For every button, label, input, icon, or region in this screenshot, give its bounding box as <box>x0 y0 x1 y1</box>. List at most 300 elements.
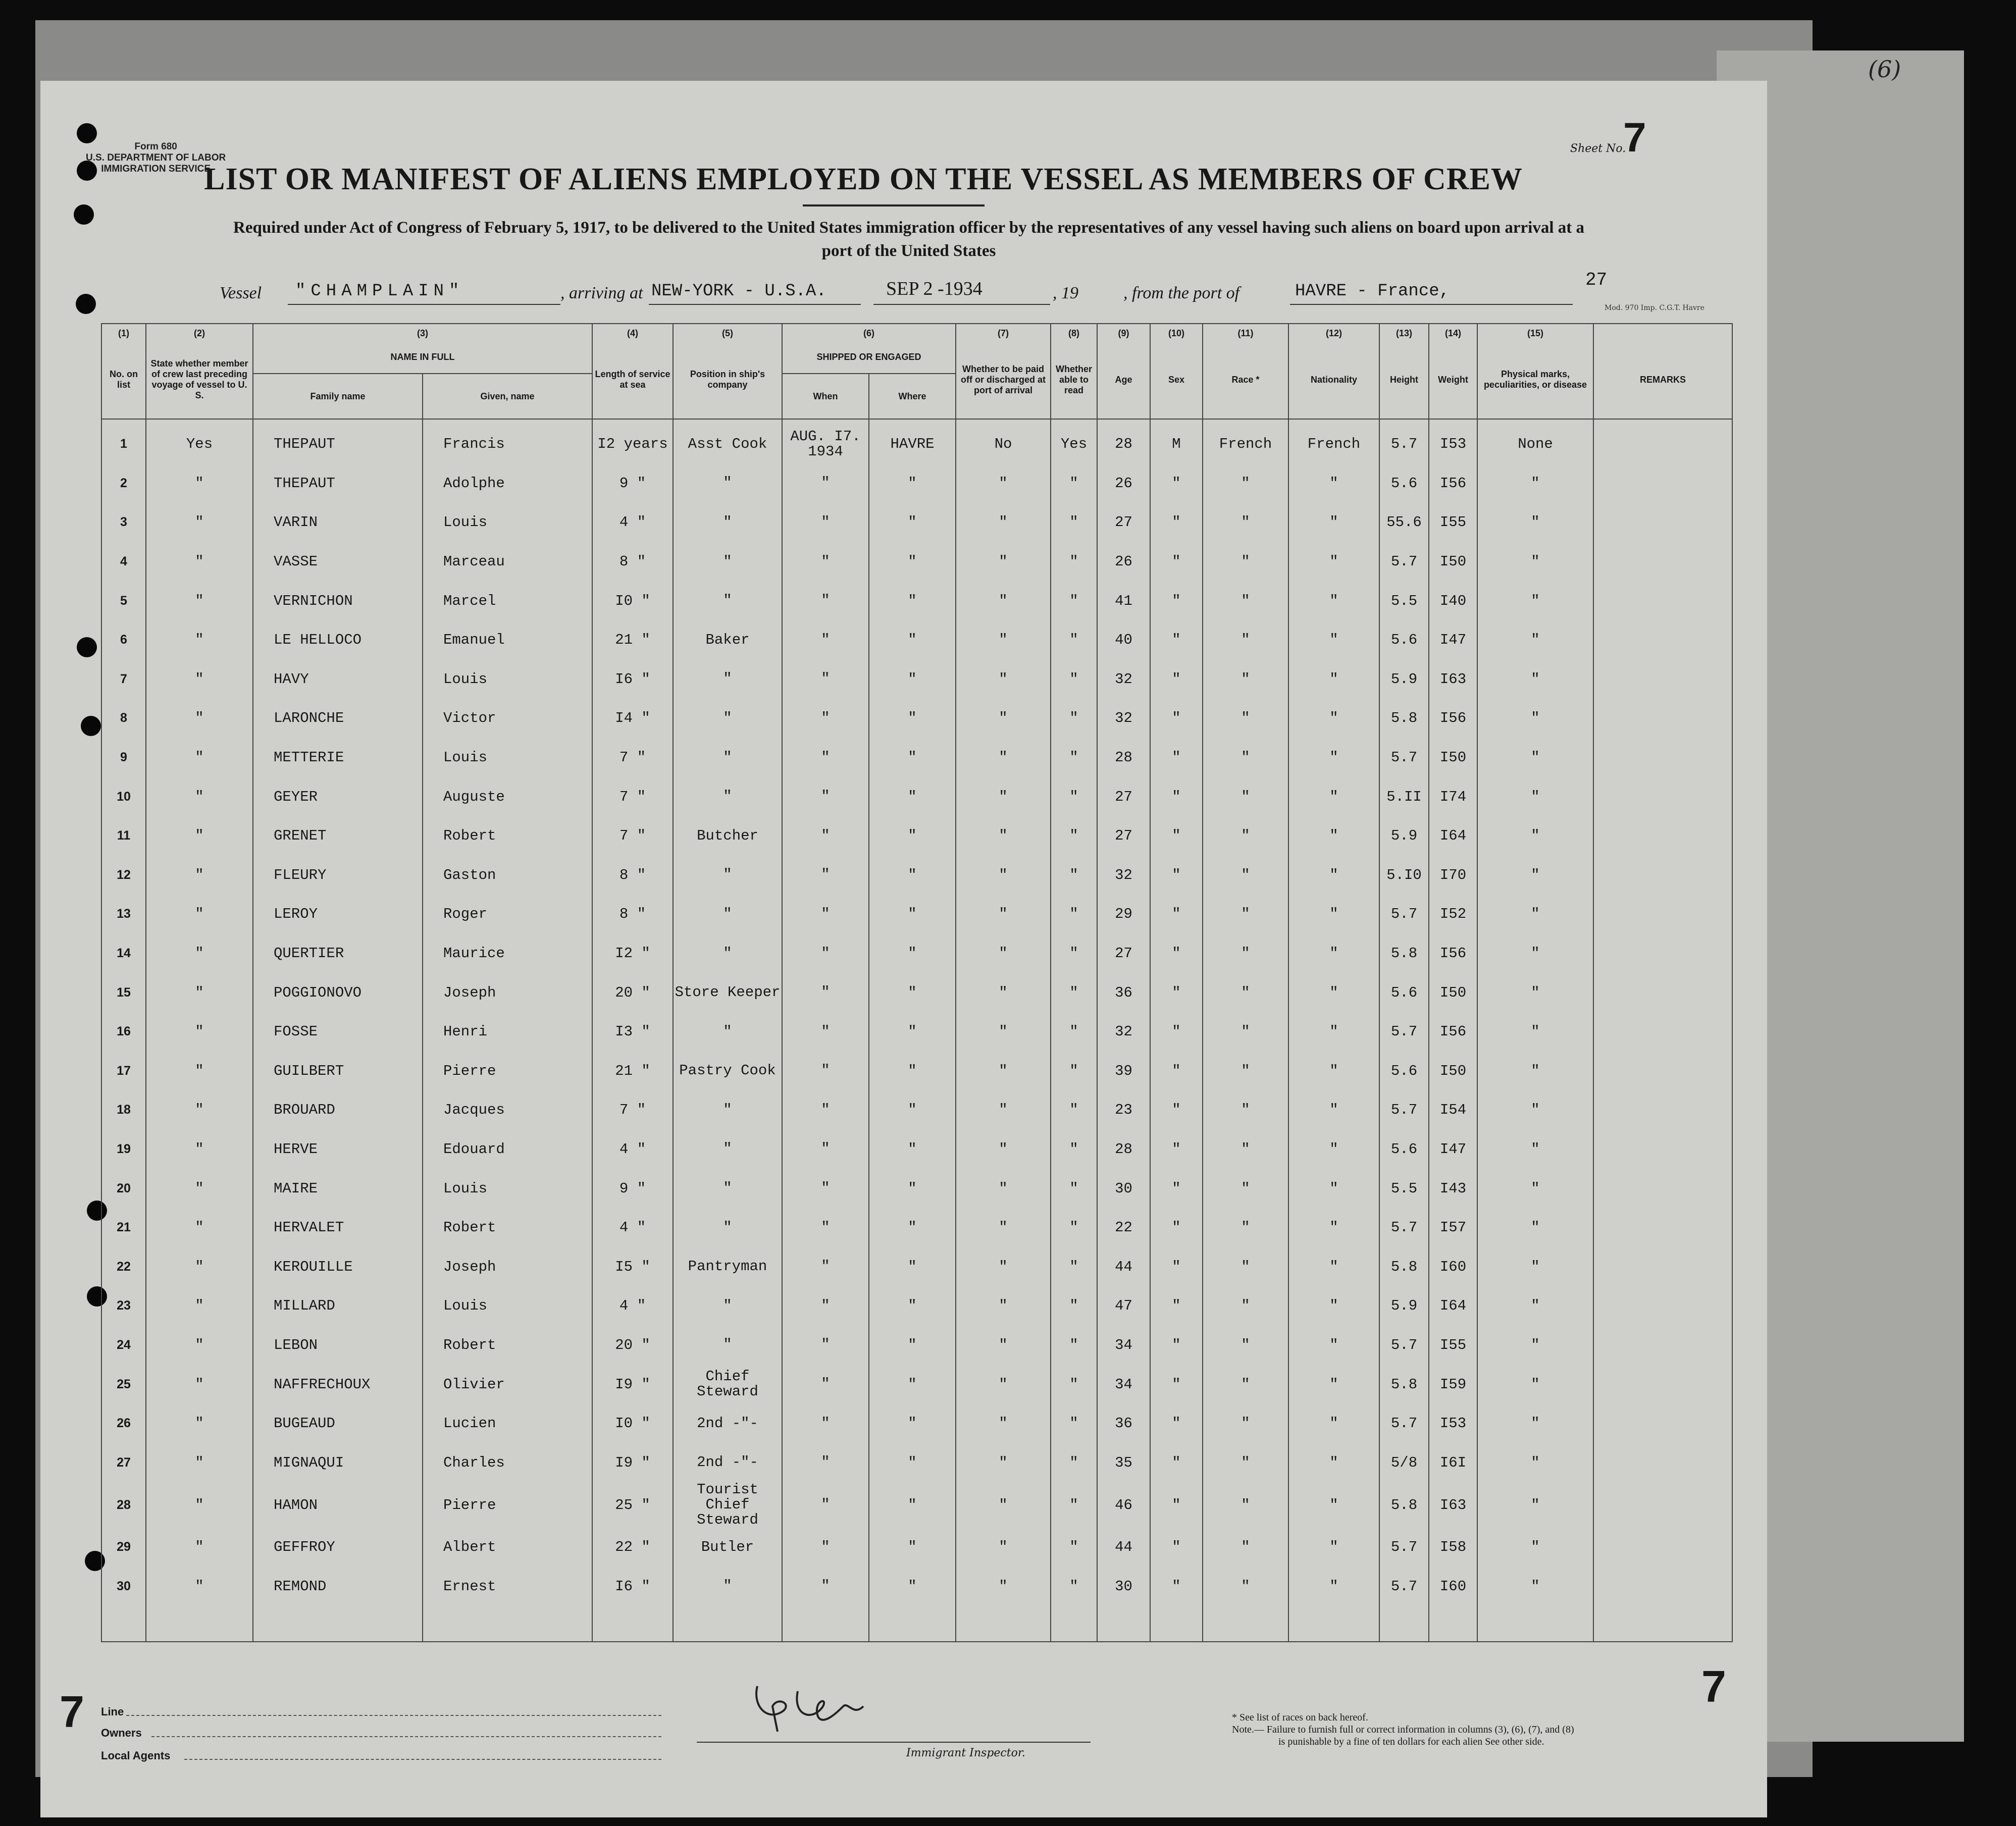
col11-number: (11) <box>1203 324 1288 341</box>
race-cell: " <box>1203 1247 1288 1286</box>
age-cell: 32 <box>1097 660 1150 699</box>
given-name-cell: Louis <box>423 1169 592 1208</box>
crew-row <box>101 1052 1732 1091</box>
remarks-cell <box>1593 1052 1732 1091</box>
physical-marks-cell: " <box>1477 542 1593 582</box>
height-cell: 55.6 <box>1379 503 1429 542</box>
shipped-where-cell: " <box>869 738 956 777</box>
shipped-when-cell: " <box>782 973 869 1012</box>
race-cell: " <box>1203 699 1288 738</box>
weight-cell: I6I <box>1429 1443 1477 1482</box>
age-cell: 23 <box>1097 1090 1150 1130</box>
shipped-when-cell: " <box>782 816 869 856</box>
physical-marks-cell: " <box>1477 1130 1593 1169</box>
paid-off-cell: " <box>956 738 1051 777</box>
weight-cell: I56 <box>1429 464 1477 503</box>
weight-cell: I43 <box>1429 1169 1477 1208</box>
given-name-cell: Edouard <box>423 1130 592 1169</box>
physical-marks-cell: " <box>1477 1286 1593 1326</box>
able-to-read-cell: " <box>1051 464 1097 503</box>
race-cell: French <box>1203 419 1288 464</box>
able-to-read-cell: " <box>1051 1482 1097 1528</box>
length-of-service-cell: 8 " <box>592 856 673 895</box>
position-cell: " <box>673 1130 782 1169</box>
paid-off-cell: " <box>956 699 1051 738</box>
sex-cell: " <box>1150 816 1203 856</box>
height-cell: 5.7 <box>1379 1208 1429 1247</box>
sex-cell: " <box>1150 1012 1203 1052</box>
able-to-read-cell: " <box>1051 620 1097 660</box>
nationality-cell: " <box>1288 581 1379 620</box>
paid-off-cell: " <box>956 464 1051 503</box>
paid-off-cell: " <box>956 1404 1051 1443</box>
binder-hole <box>77 637 97 657</box>
length-of-service-cell: I9 " <box>592 1443 673 1482</box>
list-number-cell: 28 <box>101 1482 146 1528</box>
position-cell: Chief Steward <box>673 1365 782 1404</box>
paid-off-cell: " <box>956 1365 1051 1404</box>
age-cell: 46 <box>1097 1482 1150 1528</box>
shipped-when-cell: " <box>782 1528 869 1567</box>
local-agents-label: Local Agents <box>101 1749 171 1762</box>
nationality-cell: " <box>1288 660 1379 699</box>
crew-row <box>101 973 1732 1012</box>
physical-marks-cell: " <box>1477 620 1593 660</box>
race-cell: " <box>1203 1482 1288 1528</box>
height-cell: 5.8 <box>1379 1482 1429 1528</box>
remarks-cell <box>1593 816 1732 856</box>
family-name-cell: MILLARD <box>253 1286 423 1326</box>
physical-marks-cell: " <box>1477 581 1593 620</box>
age-cell: 35 <box>1097 1443 1150 1482</box>
physical-marks-cell: " <box>1477 1052 1593 1091</box>
list-number-cell: 26 <box>101 1404 146 1443</box>
nationality-cell: " <box>1288 856 1379 895</box>
shipped-where-cell: " <box>869 1365 956 1404</box>
weight-cell: I60 <box>1429 1247 1477 1286</box>
position-cell: Butler <box>673 1528 782 1567</box>
race-cell: " <box>1203 581 1288 620</box>
col2-number: (2) <box>146 324 253 341</box>
able-to-read-cell: " <box>1051 581 1097 620</box>
family-name-cell: THEPAUT <box>253 419 423 464</box>
nationality-cell: " <box>1288 1090 1379 1130</box>
title-rule <box>803 204 985 206</box>
list-number-cell: 12 <box>101 856 146 895</box>
weight-cell: I64 <box>1429 816 1477 856</box>
position-cell: " <box>673 738 782 777</box>
date-rule <box>873 304 1050 305</box>
height-cell: 5.8 <box>1379 1365 1429 1404</box>
crew-row <box>101 419 1732 464</box>
shipped-where-cell: " <box>869 1090 956 1130</box>
family-name-cell: REMOND <box>253 1567 423 1606</box>
physical-marks-cell: " <box>1477 1365 1593 1404</box>
paid-off-cell: " <box>956 542 1051 582</box>
column-header-row <box>101 341 1732 374</box>
col9-header: Age <box>1097 341 1150 419</box>
race-cell: " <box>1203 973 1288 1012</box>
shipped-when-cell: " <box>782 1404 869 1443</box>
remarks-cell <box>1593 620 1732 660</box>
remarks-cell <box>1593 464 1732 503</box>
position-cell: Pastry Cook <box>673 1052 782 1091</box>
shipped-when-cell: " <box>782 777 869 816</box>
given-name-cell: Joseph <box>423 1247 592 1286</box>
weight-cell: I56 <box>1429 699 1477 738</box>
sex-cell: " <box>1150 1567 1203 1606</box>
weight-cell: I74 <box>1429 777 1477 816</box>
inspector-signature-line <box>697 1742 1091 1743</box>
shipped-where-cell: " <box>869 816 956 856</box>
list-number-cell: 3 <box>101 503 146 542</box>
previous-voyage-cell: " <box>146 973 253 1012</box>
nationality-cell: " <box>1288 973 1379 1012</box>
position-cell: 2nd -"- <box>673 1443 782 1482</box>
paid-off-cell: " <box>956 1208 1051 1247</box>
list-number-cell: 18 <box>101 1090 146 1130</box>
able-to-read-cell: " <box>1051 699 1097 738</box>
physical-marks-cell: " <box>1477 738 1593 777</box>
shipped-where-cell: " <box>869 895 956 934</box>
previous-voyage-cell: " <box>146 895 253 934</box>
physical-marks-cell: " <box>1477 1208 1593 1247</box>
list-number-cell: 17 <box>101 1052 146 1091</box>
previous-voyage-cell: " <box>146 1443 253 1482</box>
list-number-cell: 29 <box>101 1528 146 1567</box>
height-cell: 5.6 <box>1379 1052 1429 1091</box>
family-name-cell: FOSSE <box>253 1012 423 1052</box>
weight-cell: I54 <box>1429 1090 1477 1130</box>
height-cell: 5.9 <box>1379 1286 1429 1326</box>
family-name-cell: KEROUILLE <box>253 1247 423 1286</box>
race-cell: " <box>1203 816 1288 856</box>
physical-marks-cell: " <box>1477 1404 1593 1443</box>
col4-number: (4) <box>592 324 673 341</box>
shipped-when-cell: " <box>782 1567 869 1606</box>
paid-off-cell: " <box>956 1443 1051 1482</box>
previous-voyage-cell: " <box>146 1404 253 1443</box>
paid-off-cell: " <box>956 895 1051 934</box>
nationality-cell: " <box>1288 1528 1379 1567</box>
shipped-where-cell: " <box>869 1404 956 1443</box>
length-of-service-cell: I5 " <box>592 1247 673 1286</box>
able-to-read-cell: " <box>1051 1090 1097 1130</box>
remarks-cell <box>1593 660 1732 699</box>
race-cell: " <box>1203 738 1288 777</box>
nationality-cell: " <box>1288 1012 1379 1052</box>
owners-rule <box>151 1736 661 1737</box>
position-cell: 2nd -"- <box>673 1404 782 1443</box>
nationality-cell: " <box>1288 1482 1379 1528</box>
arriving-label: , arriving at <box>560 284 643 302</box>
remarks-cell <box>1593 1012 1732 1052</box>
age-cell: 32 <box>1097 699 1150 738</box>
position-cell: " <box>673 660 782 699</box>
physical-marks-cell: None <box>1477 419 1593 464</box>
given-name-cell: Henri <box>423 1012 592 1052</box>
family-name-cell: FLEURY <box>253 856 423 895</box>
remarks-cell <box>1593 1169 1732 1208</box>
position-cell: Tourist Chief Steward <box>673 1482 782 1528</box>
sex-cell: " <box>1150 464 1203 503</box>
weight-cell: I55 <box>1429 503 1477 542</box>
given-name-cell: Charles <box>423 1443 592 1482</box>
age-cell: 32 <box>1097 856 1150 895</box>
paid-off-cell: " <box>956 1528 1051 1567</box>
paid-off-cell: " <box>956 856 1051 895</box>
footnotes <box>1232 1711 1737 1748</box>
list-number-cell: 10 <box>101 777 146 816</box>
shipped-when-cell: " <box>782 1090 869 1130</box>
given-name-cell: Gaston <box>423 856 592 895</box>
shipped-where-cell: " <box>869 699 956 738</box>
crew-row <box>101 1365 1732 1404</box>
previous-voyage-cell: " <box>146 816 253 856</box>
weight-cell: I59 <box>1429 1365 1477 1404</box>
col6-header: SHIPPED OR ENGAGED <box>782 341 956 374</box>
remarks-cell <box>1593 973 1732 1012</box>
position-cell: Butcher <box>673 816 782 856</box>
shipped-where-cell: " <box>869 934 956 973</box>
position-cell: " <box>673 581 782 620</box>
previous-voyage-cell: " <box>146 503 253 542</box>
previous-voyage-cell: " <box>146 1528 253 1567</box>
age-cell: 44 <box>1097 1247 1150 1286</box>
race-cell: " <box>1203 1528 1288 1567</box>
col10-header: Sex <box>1150 341 1203 419</box>
position-cell: " <box>673 1208 782 1247</box>
column-number-row <box>101 324 1732 341</box>
sex-cell: " <box>1150 1247 1203 1286</box>
age-cell: 40 <box>1097 620 1150 660</box>
family-name-cell: GEFFROY <box>253 1528 423 1567</box>
position-cell: " <box>673 1326 782 1365</box>
remarks-cell <box>1593 1443 1732 1482</box>
family-name-cell: HERVE <box>253 1130 423 1169</box>
shipped-where-cell: " <box>869 1443 956 1482</box>
previous-voyage-cell: " <box>146 1482 253 1528</box>
family-name-cell: NAFFRECHOUX <box>253 1365 423 1404</box>
previous-voyage-cell: " <box>146 1326 253 1365</box>
crew-row <box>101 1567 1732 1606</box>
footnote-races: * See list of races on back hereof. <box>1232 1712 1368 1723</box>
height-cell: 5.8 <box>1379 934 1429 973</box>
remarks-header: REMARKS <box>1593 341 1732 419</box>
subtitle-line-2: port of the United States <box>821 242 996 260</box>
length-of-service-cell: I6 " <box>592 1567 673 1606</box>
able-to-read-cell: Yes <box>1051 419 1097 464</box>
age-cell: 27 <box>1097 816 1150 856</box>
nationality-cell: " <box>1288 1365 1379 1404</box>
remarks-cell <box>1593 1482 1732 1528</box>
given-name-cell: Marceau <box>423 542 592 582</box>
able-to-read-cell: " <box>1051 1052 1097 1091</box>
weight-cell: I57 <box>1429 1208 1477 1247</box>
sex-cell: " <box>1150 973 1203 1012</box>
race-cell: " <box>1203 464 1288 503</box>
height-cell: 5.6 <box>1379 464 1429 503</box>
previous-voyage-cell: " <box>146 699 253 738</box>
nationality-cell: " <box>1288 1208 1379 1247</box>
length-of-service-cell: 21 " <box>592 620 673 660</box>
family-name-cell: LE HELLOCO <box>253 620 423 660</box>
length-of-service-cell: 4 " <box>592 1130 673 1169</box>
physical-marks-cell: " <box>1477 1528 1593 1567</box>
able-to-read-cell: " <box>1051 660 1097 699</box>
shipped-where-cell: " <box>869 777 956 816</box>
weight-cell: I70 <box>1429 856 1477 895</box>
vessel-label: Vessel <box>220 284 262 302</box>
previous-voyage-cell: " <box>146 1130 253 1169</box>
family-name-cell: HERVALET <box>253 1208 423 1247</box>
race-cell: " <box>1203 1208 1288 1247</box>
family-name-cell: VERNICHON <box>253 581 423 620</box>
height-cell: 5.7 <box>1379 542 1429 582</box>
shipped-where-cell: " <box>869 1326 956 1365</box>
nationality-cell: " <box>1288 1130 1379 1169</box>
shipped-where-cell: " <box>869 1247 956 1286</box>
shipped-where-cell: " <box>869 1482 956 1528</box>
physical-marks-cell: " <box>1477 464 1593 503</box>
from-port-rule <box>1290 304 1573 305</box>
crew-total: 27 <box>1585 270 1608 290</box>
age-cell: 28 <box>1097 1130 1150 1169</box>
col14-number: (14) <box>1429 324 1477 341</box>
age-cell: 26 <box>1097 542 1150 582</box>
sex-cell: " <box>1150 738 1203 777</box>
family-name-cell: MAIRE <box>253 1169 423 1208</box>
remarks-cell <box>1593 1286 1732 1326</box>
nationality-cell: " <box>1288 620 1379 660</box>
arriving-port: NEW-YORK - U.S.A. <box>651 282 826 301</box>
list-number-cell: 19 <box>101 1130 146 1169</box>
sex-cell: " <box>1150 699 1203 738</box>
given-name-cell: Louis <box>423 1286 592 1326</box>
sex-cell: " <box>1150 895 1203 934</box>
list-number-cell: 21 <box>101 1208 146 1247</box>
able-to-read-cell: " <box>1051 1326 1097 1365</box>
shipped-when-cell: " <box>782 1247 869 1286</box>
shipped-where-cell: " <box>869 856 956 895</box>
race-cell: " <box>1203 1286 1288 1326</box>
shipped-when-cell: " <box>782 1052 869 1091</box>
col4-header: Length of service at sea <box>592 341 673 419</box>
able-to-read-cell: " <box>1051 816 1097 856</box>
nationality-cell: " <box>1288 464 1379 503</box>
able-to-read-cell: " <box>1051 1208 1097 1247</box>
shipped-when-cell: " <box>782 620 869 660</box>
given-name-header: Given, name <box>423 374 592 419</box>
crew-row <box>101 542 1732 582</box>
col7-number: (7) <box>956 324 1051 341</box>
weight-cell: I40 <box>1429 581 1477 620</box>
physical-marks-cell: " <box>1477 699 1593 738</box>
position-cell: " <box>673 1012 782 1052</box>
previous-voyage-cell: " <box>146 777 253 816</box>
col12-number: (12) <box>1288 324 1379 341</box>
height-cell: 5.I0 <box>1379 856 1429 895</box>
race-cell: " <box>1203 1052 1288 1091</box>
shipped-where-cell: " <box>869 1052 956 1091</box>
crew-row <box>101 581 1732 620</box>
position-cell: " <box>673 464 782 503</box>
given-name-cell: Robert <box>423 816 592 856</box>
vessel-name: "CHAMPLAIN" <box>295 282 464 301</box>
weight-cell: I50 <box>1429 973 1477 1012</box>
family-name-cell: BROUARD <box>253 1090 423 1130</box>
able-to-read-cell: " <box>1051 542 1097 582</box>
height-cell: 5/8 <box>1379 1443 1429 1482</box>
previous-voyage-cell: " <box>146 1090 253 1130</box>
arriving-port-rule <box>649 304 861 305</box>
height-cell: 5.II <box>1379 777 1429 816</box>
height-cell: 5.5 <box>1379 1169 1429 1208</box>
nationality-cell: " <box>1288 1567 1379 1606</box>
remarks-cell <box>1593 503 1732 542</box>
paid-off-cell: " <box>956 1286 1051 1326</box>
weight-cell: I56 <box>1429 1012 1477 1052</box>
shipped-when-cell: " <box>782 738 869 777</box>
weight-cell: I52 <box>1429 895 1477 934</box>
able-to-read-cell: " <box>1051 738 1097 777</box>
previous-voyage-cell: " <box>146 856 253 895</box>
list-number-cell: 8 <box>101 699 146 738</box>
height-cell: 5.9 <box>1379 660 1429 699</box>
crew-row <box>101 1528 1732 1567</box>
weight-cell: I47 <box>1429 620 1477 660</box>
length-of-service-cell: I2 years <box>592 419 673 464</box>
length-of-service-cell: I6 " <box>592 660 673 699</box>
sex-cell: " <box>1150 620 1203 660</box>
paid-off-cell: " <box>956 620 1051 660</box>
shipped-when-cell: " <box>782 581 869 620</box>
binder-hole <box>77 123 97 143</box>
nationality-cell: " <box>1288 542 1379 582</box>
shipped-when-cell: " <box>782 1326 869 1365</box>
physical-marks-cell: " <box>1477 503 1593 542</box>
race-cell: " <box>1203 1130 1288 1169</box>
length-of-service-cell: 4 " <box>592 1208 673 1247</box>
department-name: U.S. DEPARTMENT OF LABOR <box>86 152 226 163</box>
binder-hole <box>76 294 96 314</box>
family-name-cell: GUILBERT <box>253 1052 423 1091</box>
weight-cell: I50 <box>1429 1052 1477 1091</box>
sex-cell: " <box>1150 777 1203 816</box>
able-to-read-cell: " <box>1051 503 1097 542</box>
col5-header: Position in ship's company <box>673 341 782 419</box>
previous-voyage-cell: " <box>146 1012 253 1052</box>
crew-row <box>101 816 1732 856</box>
length-of-service-cell: 9 " <box>592 1169 673 1208</box>
nationality-cell: " <box>1288 738 1379 777</box>
race-cell: " <box>1203 620 1288 660</box>
race-cell: " <box>1203 1365 1288 1404</box>
paid-off-cell: " <box>956 1052 1051 1091</box>
race-cell: " <box>1203 503 1288 542</box>
family-name-cell: MIGNAQUI <box>253 1443 423 1482</box>
height-cell: 5.7 <box>1379 895 1429 934</box>
sex-cell: " <box>1150 1286 1203 1326</box>
physical-marks-cell: " <box>1477 856 1593 895</box>
age-cell: 28 <box>1097 738 1150 777</box>
previous-voyage-cell: Yes <box>146 419 253 464</box>
remarks-cell <box>1593 1247 1732 1286</box>
weight-cell: I63 <box>1429 1482 1477 1528</box>
position-cell: " <box>673 1090 782 1130</box>
paid-off-cell: " <box>956 1169 1051 1208</box>
age-cell: 28 <box>1097 419 1150 464</box>
